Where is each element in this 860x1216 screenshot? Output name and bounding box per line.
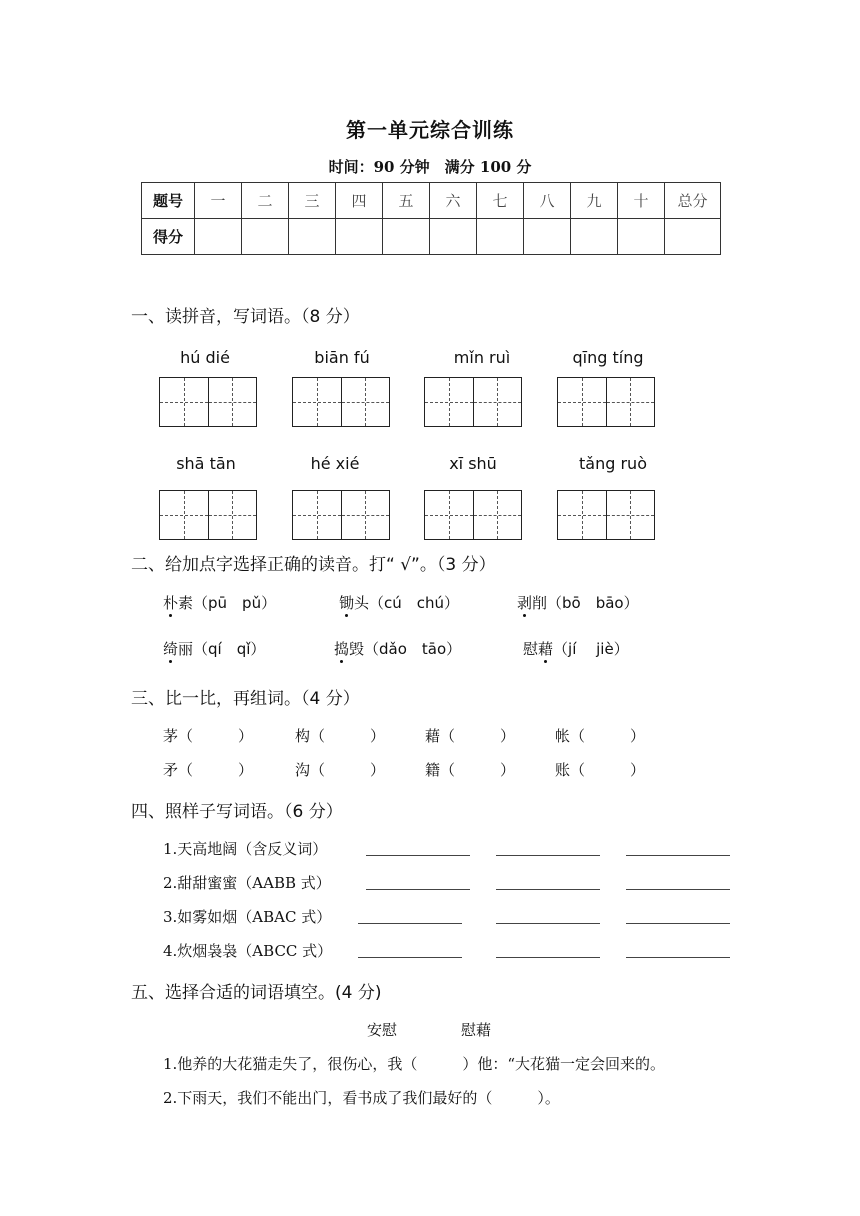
plain-char: 慰 [523,640,539,658]
writing-grid[interactable] [159,490,257,540]
word-choice: 慰藉 [461,1021,492,1039]
score-table-row-label: 题号 [142,183,195,219]
options-text: 丽（qí qǐ） [178,640,266,658]
compare-word-blank[interactable]: 茅（ ） [163,727,254,745]
options-text: 头（cú chú） [354,594,460,612]
pronunciation-item[interactable] [339,592,459,613]
pinyin-label: shā tān [176,454,236,473]
score-table-col: 六 [430,183,477,219]
score-cell[interactable] [571,219,618,255]
score-cell[interactable] [383,219,430,255]
writing-grid[interactable] [557,490,655,540]
pronunciation-item[interactable] [163,592,276,613]
score-table-col: 二 [242,183,289,219]
grid-cell[interactable] [474,491,522,539]
dotted-char: 绮 [163,640,179,658]
score-cell[interactable] [430,219,477,255]
answer-line[interactable] [626,889,730,890]
score-table-col: 一 [195,183,242,219]
grid-cell[interactable] [342,491,390,539]
section-3-heading: 三、比一比，再组词。（4 分） [131,689,360,709]
grid-cell[interactable] [209,491,257,539]
example-word: 2.甜甜蜜蜜（AABB 式） [163,874,331,892]
grid-cell[interactable] [474,378,522,426]
pronunciation-item[interactable] [334,638,461,659]
section-5-heading: 五、选择合适的词语填空。(4 分) [131,983,382,1003]
score-table-col: 九 [571,183,618,219]
pinyin-label: hé xié [310,454,360,473]
grid-cell[interactable] [607,378,655,426]
section-2-heading: 二、给加点字选择正确的读音。打“ √”。（3 分） [131,555,496,575]
section-1-heading: 一、读拼音，写词语。（8 分） [131,307,360,327]
score-table-col: 三 [289,183,336,219]
score-table-header-row [142,183,721,219]
grid-cell[interactable] [558,378,607,426]
score-table-col: 四 [336,183,383,219]
answer-line[interactable] [496,923,600,924]
writing-grid[interactable] [292,490,390,540]
pinyin-label: xī shū [449,454,497,473]
dotted-char: 藉 [538,640,554,658]
pinyin-label: qīng tíng [572,348,644,367]
compare-word-blank[interactable]: 账（ ） [555,761,646,779]
score-table-col: 八 [524,183,571,219]
compare-word-blank[interactable]: 矛（ ） [163,761,254,779]
answer-line[interactable] [626,923,730,924]
options-text: 素（pū pǔ） [178,594,277,612]
answer-line[interactable] [626,855,730,856]
score-cell[interactable] [336,219,383,255]
score-cell[interactable] [618,219,665,255]
grid-cell[interactable] [293,491,342,539]
grid-cell[interactable] [160,491,209,539]
score-cell[interactable] [524,219,571,255]
grid-cell[interactable] [293,378,342,426]
page-title: 第一单元综合训练 [346,118,514,142]
writing-grid[interactable] [292,377,390,427]
answer-line[interactable] [358,957,462,958]
example-word: 1.天高地阔（含反义词） [163,840,328,858]
compare-word-blank[interactable]: 籍（ ） [425,761,516,779]
dotted-char: 朴 [163,594,179,612]
grid-cell[interactable] [425,378,474,426]
grid-cell[interactable] [425,491,474,539]
compare-word-blank[interactable]: 帐（ ） [555,727,646,745]
writing-grid[interactable] [159,377,257,427]
answer-line[interactable] [496,957,600,958]
pinyin-label: biān fú [314,348,370,367]
exam-info: 时间：90 分钟 满分 100 分 [328,158,532,176]
pinyin-label: tǎng ruò [579,454,647,473]
answer-line[interactable] [496,855,600,856]
example-word: 4.炊烟袅袅（ABCC 式） [163,942,333,960]
score-cell[interactable] [477,219,524,255]
compare-word-blank[interactable]: 构（ ） [295,727,386,745]
example-word: 3.如雾如烟（ABAC 式） [163,908,332,926]
word-choice: 安慰 [367,1021,398,1039]
score-table-col: 总分 [665,183,721,219]
compare-word-blank[interactable]: 藉（ ） [425,727,516,745]
pronunciation-item[interactable] [523,638,629,659]
score-table-col: 十 [618,183,665,219]
answer-line[interactable] [366,855,470,856]
grid-cell[interactable] [342,378,390,426]
grid-cell[interactable] [209,378,257,426]
dotted-char: 锄 [339,594,355,612]
fill-sentence[interactable]: 1.他养的大花猫走失了，很伤心，我（ ）他：“大花猫一定会回来的。 [163,1055,665,1073]
dotted-char: 捣 [334,640,350,658]
compare-word-blank[interactable]: 沟（ ） [295,761,386,779]
answer-line[interactable] [358,923,462,924]
grid-cell[interactable] [607,491,655,539]
score-table-col: 五 [383,183,430,219]
score-cell[interactable] [665,219,721,255]
writing-grid[interactable] [424,490,522,540]
score-cell[interactable] [242,219,289,255]
score-table-col: 七 [477,183,524,219]
section-4-heading: 四、照样子写词语。（6 分） [131,802,343,822]
answer-line[interactable] [366,889,470,890]
score-table-row-label: 得分 [142,219,195,255]
answer-line[interactable] [626,957,730,958]
writing-grid[interactable] [424,377,522,427]
fill-sentence[interactable]: 2.下雨天，我们不能出门，看书成了我们最好的（ ）。 [163,1089,560,1107]
options-text: （jí jiè） [553,640,629,658]
score-cell[interactable] [289,219,336,255]
score-table [141,182,721,255]
grid-cell[interactable] [558,491,607,539]
options-text: 削（bō bāo） [532,594,639,612]
pinyin-label: mǐn ruì [453,348,511,367]
pronunciation-item[interactable] [517,592,639,613]
answer-line[interactable] [496,889,600,890]
options-text: 毁（dǎo tāo） [349,640,462,658]
grid-cell[interactable] [160,378,209,426]
dotted-char: 剥 [517,594,533,612]
score-cell[interactable] [195,219,242,255]
pronunciation-item[interactable] [163,638,265,659]
pinyin-label: hú dié [180,348,230,367]
writing-grid[interactable] [557,377,655,427]
score-table-score-row [142,219,721,255]
